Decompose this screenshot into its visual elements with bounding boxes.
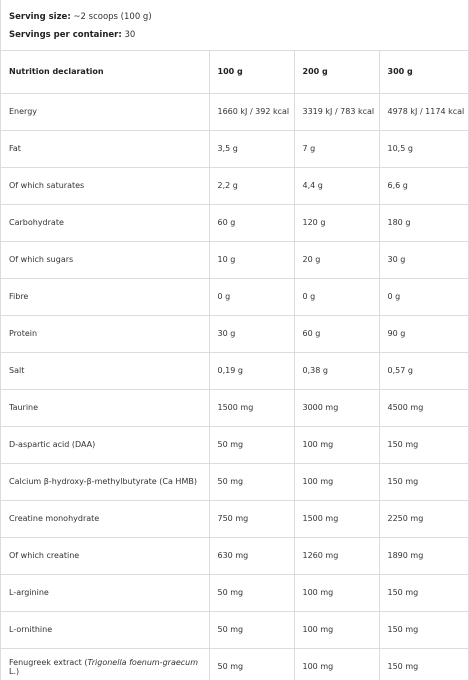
table-row — [1, 278, 468, 315]
value-100g: 1660 kJ / 392 kcal — [209, 93, 294, 130]
value-100g: 50 mg — [209, 648, 294, 680]
table-header-row — [1, 51, 468, 93]
value-300g: 0,57 g — [379, 352, 468, 389]
nutrient-name: Of which sugars — [1, 241, 209, 278]
value-200g: 100 mg — [294, 574, 379, 611]
nutrient-name: D-aspartic acid (DAA) — [1, 426, 209, 463]
serving-size-line — [9, 8, 468, 26]
nutrient-name-fenugreek — [1, 648, 209, 680]
table-row — [1, 167, 468, 204]
nutrient-name: Fat — [1, 130, 209, 167]
value-100g: 630 mg — [209, 537, 294, 574]
value-300g: 150 mg — [379, 463, 468, 500]
table-row-last — [1, 648, 468, 680]
value-200g: 3319 kJ / 783 kcal — [294, 93, 379, 130]
header-nutrition-declaration: Nutrition declaration — [1, 51, 209, 93]
value-200g: 0,38 g — [294, 352, 379, 389]
value-100g: 50 mg — [209, 611, 294, 648]
header-300g: 300 g — [379, 51, 468, 93]
value-200g: 4,4 g — [294, 167, 379, 204]
value-300g: 150 mg — [379, 426, 468, 463]
nutrient-name: Fibre — [1, 278, 209, 315]
table-row — [1, 574, 468, 611]
value-200g: 20 g — [294, 241, 379, 278]
table-row — [1, 241, 468, 278]
value-100g: 50 mg — [209, 463, 294, 500]
value-300g: 4500 mg — [379, 389, 468, 426]
table-row — [1, 204, 468, 241]
table-row — [1, 93, 468, 130]
nutrient-name: Taurine — [1, 389, 209, 426]
value-100g: 750 mg — [209, 500, 294, 537]
nutrition-table — [1, 51, 468, 680]
value-200g: 0 g — [294, 278, 379, 315]
nutrient-name: Calcium β-hydroxy-β-methylbutyrate (Ca HMB) — [1, 463, 209, 500]
value-100g: 60 g — [209, 204, 294, 241]
serving-info — [1, 0, 468, 51]
table-row — [1, 500, 468, 537]
servings-per-container-value: 30 — [124, 30, 136, 40]
value-300g: 150 mg — [379, 574, 468, 611]
value-300g: 150 mg — [379, 611, 468, 648]
value-200g: 120 g — [294, 204, 379, 241]
value-200g: 100 mg — [294, 426, 379, 463]
value-300g: 180 g — [379, 204, 468, 241]
value-200g: 1260 mg — [294, 537, 379, 574]
serving-size-label: Serving size: — [9, 12, 71, 22]
table-body — [1, 93, 468, 680]
nutrient-name: Protein — [1, 315, 209, 352]
nutrient-name: L-arginine — [1, 574, 209, 611]
header-200g: 200 g — [294, 51, 379, 93]
value-300g: 4978 kJ / 1174 kcal — [379, 93, 468, 130]
value-100g: 0 g — [209, 278, 294, 315]
value-200g: 100 mg — [294, 648, 379, 680]
value-100g: 3,5 g — [209, 130, 294, 167]
servings-per-container-line — [9, 26, 468, 44]
value-100g: 0,19 g — [209, 352, 294, 389]
value-100g: 50 mg — [209, 426, 294, 463]
serving-size-value: ~2 scoops (100 g) — [73, 12, 152, 22]
table-row — [1, 130, 468, 167]
nutrient-name: L-ornithine — [1, 611, 209, 648]
value-100g: 30 g — [209, 315, 294, 352]
nutrient-name: Carbohydrate — [1, 204, 209, 241]
value-300g: 6,6 g — [379, 167, 468, 204]
table-row — [1, 315, 468, 352]
value-200g: 3000 mg — [294, 389, 379, 426]
value-200g: 100 mg — [294, 611, 379, 648]
table-row — [1, 352, 468, 389]
value-300g: 10,5 g — [379, 130, 468, 167]
value-100g: 2,2 g — [209, 167, 294, 204]
nutrient-name: Salt — [1, 352, 209, 389]
fenugreek-suffix: L.) — [9, 666, 20, 676]
nutrient-name: Energy — [1, 93, 209, 130]
table-row — [1, 611, 468, 648]
nutrient-name: Of which saturates — [1, 167, 209, 204]
value-300g: 1890 mg — [379, 537, 468, 574]
value-300g: 0 g — [379, 278, 468, 315]
nutrient-name: Creatine monohydrate — [1, 500, 209, 537]
value-100g: 10 g — [209, 241, 294, 278]
value-200g: 60 g — [294, 315, 379, 352]
fenugreek-latin: Trigonella foenum-graecum — [87, 657, 199, 667]
value-200g: 1500 mg — [294, 500, 379, 537]
value-300g: 30 g — [379, 241, 468, 278]
table-row — [1, 537, 468, 574]
table-row — [1, 389, 468, 426]
fenugreek-prefix: Fenugreek extract ( — [9, 657, 88, 667]
value-200g: 100 mg — [294, 463, 379, 500]
value-200g: 7 g — [294, 130, 379, 167]
value-100g: 50 mg — [209, 574, 294, 611]
header-100g: 100 g — [209, 51, 294, 93]
value-100g: 1500 mg — [209, 389, 294, 426]
value-300g: 150 mg — [379, 648, 468, 680]
servings-per-container-label: Servings per container: — [9, 30, 122, 40]
value-300g: 90 g — [379, 315, 468, 352]
nutrient-name: Of which creatine — [1, 537, 209, 574]
table-row — [1, 463, 468, 500]
table-row — [1, 426, 468, 463]
value-300g: 2250 mg — [379, 500, 468, 537]
